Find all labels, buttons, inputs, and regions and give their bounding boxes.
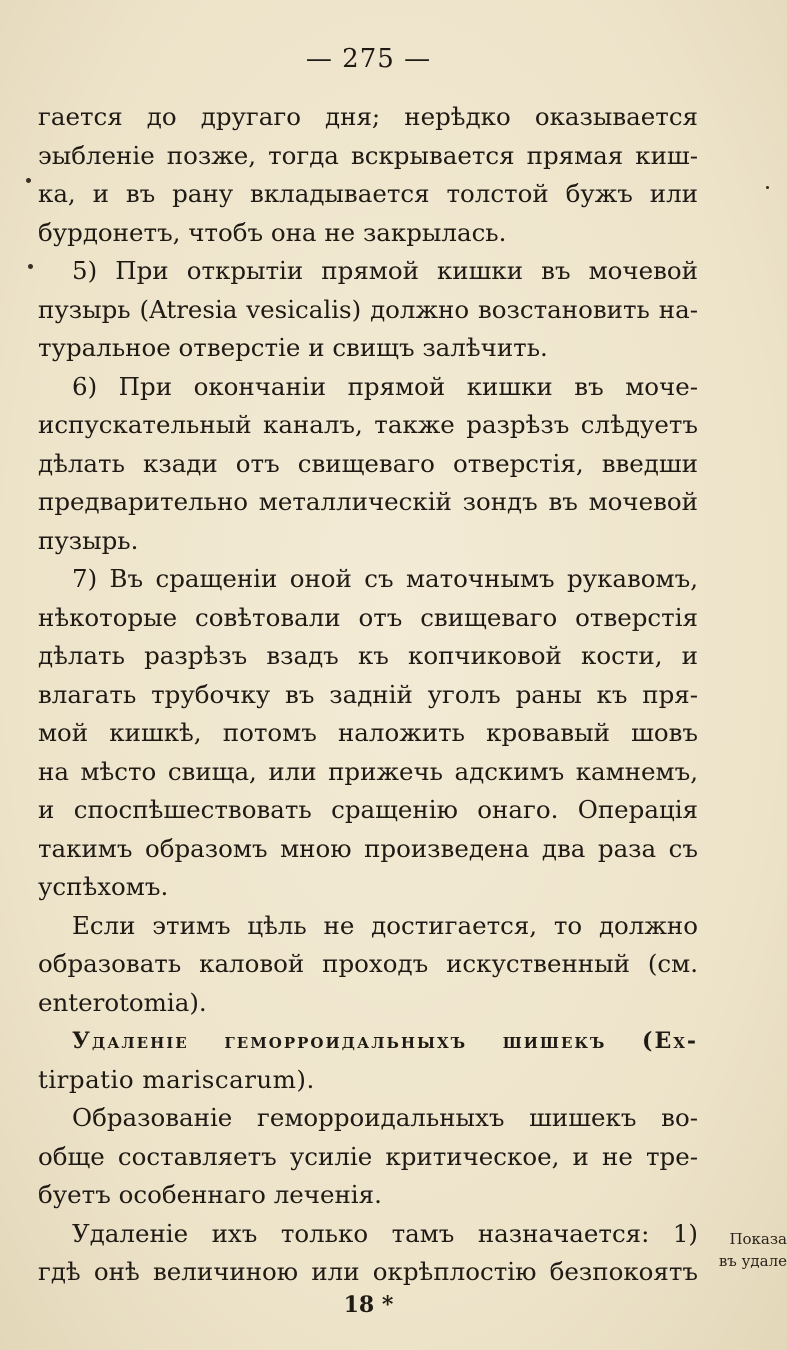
ink-speck (26, 178, 31, 183)
text-line: на мѣсто свища, или прижечь адскимъ камнемъ, (38, 756, 698, 786)
text-line: обще составляетъ усиліе критическое, и не тре- (38, 1141, 698, 1171)
heading-line: tirpatio mariscarum). (38, 1064, 315, 1094)
text-line: ка, и въ рану вкладывается толстой бужъ или (38, 179, 698, 208)
text-line: пузырь. (38, 525, 139, 555)
text-line: пузырь (Atresia vesicalis) должно возстановить на- (38, 294, 698, 324)
text-line: бурдонетъ, чтобъ она не закрылась. (38, 217, 507, 247)
page-number: — 275 — (305, 44, 432, 74)
text-line: испускательный каналъ, также разрѣзъ слѣдуетъ (38, 410, 698, 439)
text-line: дѣлать разрѣзъ взадъ къ копчиковой кости, и (38, 641, 698, 670)
text-line: нѣкоторые совѣтовали отъ свищеваго отверстія (38, 602, 698, 632)
body-text (38, 98, 698, 1292)
text-line: эыбленіе позже, тогда вскрывается прямая киш- (38, 140, 698, 170)
marginal-note-line-1: Показа (729, 1230, 787, 1248)
text-line: гается до другаго дня; нерѣдко оказывается (38, 102, 698, 131)
text-line: образовать каловой проходъ искуственный (см. (38, 949, 698, 978)
text-line: Удаленіе ихъ только тамъ назначается: 1) (72, 1218, 698, 1248)
paragraph-3 (38, 368, 698, 561)
paragraph-6 (38, 1099, 698, 1215)
section-heading (38, 1022, 698, 1099)
text-line: мой кишкѣ, потомъ наложить кровавый шовъ (38, 718, 698, 747)
text-line: буетъ особеннаго леченія. (38, 1180, 382, 1209)
text-line: 6) При окончаніи прямой кишки въ моче- (72, 371, 698, 401)
paragraph-1 (38, 98, 698, 252)
signature-mark: 18 * (343, 1292, 394, 1318)
text-line: предварительно металлическій зондъ въ мочевой (38, 487, 698, 516)
paragraph-4 (38, 560, 698, 907)
text-line: 5) При открытіи прямой кишки въ мочевой (72, 256, 698, 285)
text-line: enterotomia). (38, 987, 207, 1017)
text-line: такимъ образомъ мною произведена два раза съ (38, 833, 698, 863)
text-line: туральное отверстіе и свищъ залѣчить. (38, 333, 548, 362)
marginal-note-line-2: въ удале (718, 1252, 787, 1270)
text-line: Если этимъ цѣль не достигается, то должно (72, 910, 698, 940)
text-line: успѣхомъ. (38, 872, 169, 901)
text-line: дѣлать кзади отъ свищеваго отверстія, введши (38, 448, 698, 478)
ink-speck (766, 186, 769, 189)
text-line: гдѣ онѣ величиною или окрѣплостію безпокоятъ (38, 1257, 698, 1286)
text-line: и споспѣшествовать сращенію онаго. Операція (38, 795, 698, 824)
paragraph-7 (38, 1215, 698, 1292)
paragraph-2 (38, 252, 698, 368)
text-line: влагать трубочку въ задній уголъ раны къ пря- (38, 679, 698, 709)
paragraph-5 (38, 907, 698, 1023)
heading-line: Удаленіе геморроидальныхъ шишекъ (Ex- (72, 1028, 698, 1054)
text-line: 7) Въ сращеніи оной съ маточнымъ рукавомъ, (72, 564, 698, 593)
text-line: Образованіе геморроидальныхъ шишекъ во- (72, 1103, 698, 1132)
ink-speck (28, 264, 33, 269)
